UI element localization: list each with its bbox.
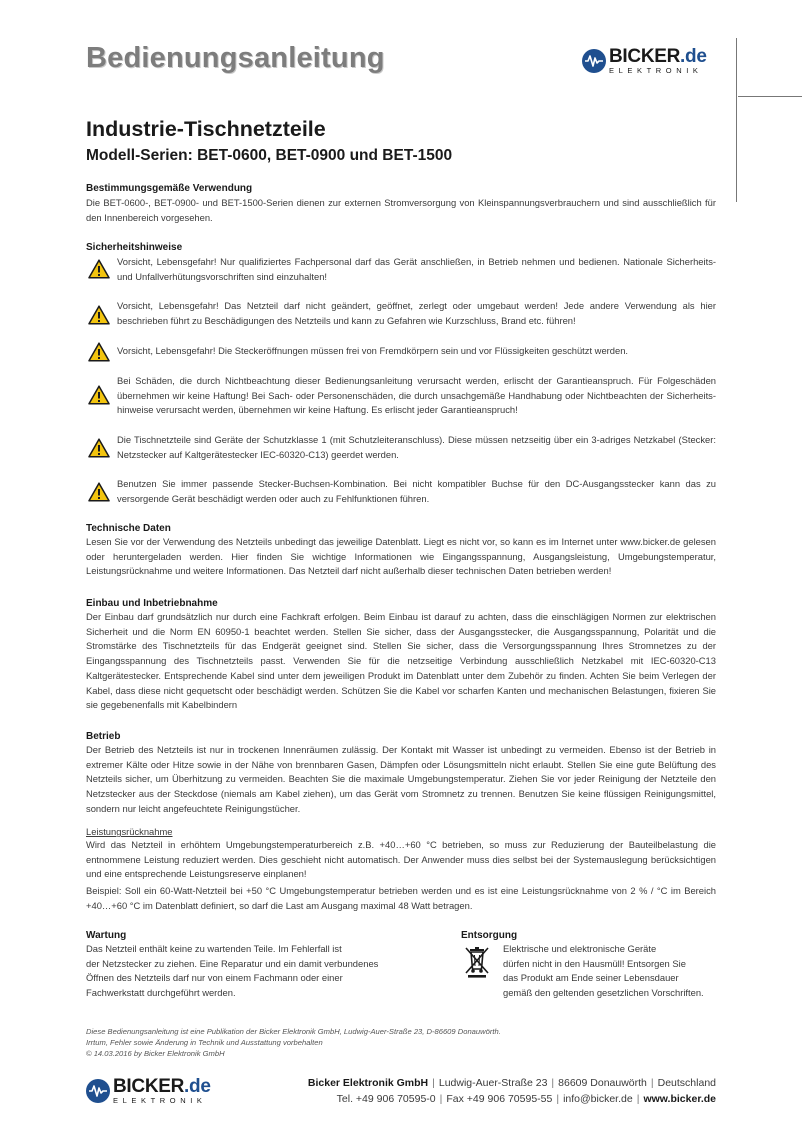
warning-text: Vorsicht, Lebensgefahr! Die Steckeröffnungen müssen frei von Fremdkörpern sein und vor Flüssigkeiten geschützt werden. bbox=[117, 345, 629, 356]
text-betrieb: Der Betrieb des Netzteils ist nur in trockenen Innenräumen zulässig. Der Kontakt mit Wasser ist unbedingt zu vermeiden. Ebenso ist der Betrieb in extremer Kälte oder Hitze sowie in der Nähe von brennbaren Gasen, Dämpfen oder Lösungsmitteln nicht erlaubt. Stellen Sie eine gute Belüftung des Netzteils sicher, um Überhitzung zu vermeiden. Beachten Sie die maximale Umgebungstemperatur. Ziehen Sie vor jeder Reinigung der Netzteile den Netzstecker aus der Steckdose (niemals am Kabel ziehen), um das Gerät vom Stromnetz zu trennen. Benutzen Sie keine flüssigen Reinigungsmittel, sondern nur leicht angefeuchtete Reinigungstücher. bbox=[86, 744, 716, 814]
heading-entsorgung: Entsorgung bbox=[461, 930, 518, 941]
subtitle: Modell-Serien: BET-0600, BET-0900 und BET-1500 bbox=[86, 147, 453, 164]
logo-tld: .de bbox=[680, 46, 707, 67]
footer-contact: Tel. +49 906 70595-0 | Fax +49 906 70595-55 | info@bicker.de | www.bicker.de bbox=[336, 1093, 716, 1105]
main-title: Industrie-Tischnetzteile bbox=[86, 117, 326, 141]
warning-text: Vorsicht, Lebensgefahr! Das Netzteil darf nicht geändert, geöffnet, zerlegt oder umgebaut werden! Jede andere Verwendung als hier beschrieben führt zu Beschädigungen des Netzteils und kann zu Gefahren wie Kurzschluss, Brand etc. führen! bbox=[117, 300, 716, 326]
footer-tel: Tel. +49 906 70595-0 bbox=[336, 1093, 436, 1105]
heading-einbau: Einbau und Inbetriebnahme bbox=[86, 598, 218, 609]
text-entsorgung: Elektrische und elektronische Geräte dürfen nicht in den Hausmüll! Entsorgen Sie das Produkt am Ende seiner Lebensdauer gemäß den geltenden gesetzlichen Vorschriften. bbox=[503, 943, 704, 999]
crossed-bin-icon bbox=[462, 945, 492, 979]
warning-triangle-icon bbox=[88, 438, 110, 458]
logo-sub: ELEKTRONIK bbox=[609, 66, 703, 75]
bicker-logo-icon bbox=[86, 1079, 110, 1103]
footer-email-link[interactable]: info@bicker.de bbox=[563, 1093, 633, 1105]
warning-triangle-icon bbox=[88, 385, 110, 405]
warning-text: Die Tischnetzteile sind Geräte der Schutzklasse 1 (mit Schutzleiteranschluss). Diese müssen netzseitig über ein 3-adriges Netzkabel (Stecker: Netzstecker auf Kaltgerätestecker IEC-60320-C13) geerdet werden. bbox=[117, 434, 716, 460]
warning-item bbox=[88, 433, 716, 462]
warning-text: Vorsicht, Lebensgefahr! Nur qualifiziertes Fachpersonal darf das Gerät anschließen, in Betrieb nehmen und bedienen. Nationale Sicherheits- und Unfallverhütungsvorschriften sind einzuhalten! bbox=[117, 256, 716, 282]
warning-triangle-icon bbox=[88, 259, 110, 279]
warning-item bbox=[88, 374, 716, 418]
logo-sub: ELEKTRONIK bbox=[113, 1096, 207, 1105]
bicker-logo-icon bbox=[582, 49, 606, 73]
heading-leistungsruecknahme: Leistungsrücknahme bbox=[86, 826, 173, 837]
crop-mark-vertical bbox=[736, 38, 737, 202]
footer-company: Bicker Elektronik GmbH bbox=[307, 1077, 429, 1089]
text-bestimmung: Die BET-0600-, BET-0900- und BET-1500-Serien dienen zur externen Stromversorgung von Kleinspannungsverbrauchern und sind ausschließlich für den Innenbereich vorgesehen. bbox=[86, 197, 716, 223]
warning-item bbox=[88, 344, 716, 359]
heading-technik: Technische Daten bbox=[86, 523, 171, 534]
footer-country: Deutschland bbox=[657, 1077, 716, 1089]
bicker-logo-footer bbox=[86, 1077, 211, 1105]
footer-notes: Diese Bedienungsanleitung ist eine Publikation der Bicker Elektronik GmbH, Ludwig-Auer-Straße 23, D-86609 Donauwörth. Irrtum, Fehler sowie Änderung in Technik und Ausstattung vorbehalten © 14.03.2016 by Bicker Elektronik GmbH bbox=[86, 1027, 501, 1058]
text-leistungsruecknahme: Wird das Netzteil in erhöhtem Umgebungstemperaturbereich z.B. +40…+60 °C betrieben, so muss zur Reduzierung der Bauteilbelastung die entnommene Leistung reduziert werden. Dies geschieht nicht automatisch. Der Anwender muss dies selbst bei der Systemauslegung berücksichtigen und eine entsprechende Leistungsreserve einplanen! bbox=[86, 839, 716, 880]
logo-brand: BICKER bbox=[113, 1076, 185, 1097]
warning-triangle-icon bbox=[88, 342, 110, 362]
logo-brand: BICKER bbox=[609, 46, 681, 67]
document-title: Bedienungsanleitung bbox=[86, 42, 385, 74]
warning-item bbox=[88, 477, 716, 506]
warning-item bbox=[88, 255, 716, 284]
bicker-logo bbox=[582, 47, 707, 75]
warning-item bbox=[88, 299, 716, 328]
text-einbau: Der Einbau darf grundsätzlich nur durch eine Fachkraft erfolgen. Beim Einbau ist darauf zu achten, dass die einschlägigen Normen zur elektrischen Sicherheit und die Norm EN 60950-1 beachtet werden. Stellen Sie sicher, dass der Ausgangsstecker, die Ausgangsspannung, Polarität und die Stromstärke des Tischnetzteils für das Endgerät geeignet sind. Stellen Sie sicher, dass die Versorgungsspannung Ihres Stromnetzes zu der Eingangsspannung des Tischnetzteils passt. Verwenden Sie für die netzseitige Verbindung ausschließlich Netzkabel mit IEC-60320-C13 Kaltgerätestecker. Entsprechende Kabel sind unter dem jeweiligen Produkt im Datenblatt unter dem Zubehör zu finden. Achten Sie beim Verlegen der Kabel, dass diese nicht gequetscht oder beschädigt werden. Schützen Sie die Kabel vor scharfen Kanten und mechanischen Belastungen, fixieren Sie sie gegebenenfalls mit Kabelbindern bbox=[86, 611, 716, 711]
crop-mark-horizontal bbox=[738, 96, 802, 97]
footer-fax: Fax +49 906 70595-55 bbox=[446, 1093, 553, 1105]
text-beispiel: Beispiel: Soll ein 60-Watt-Netzteil bei +50 °C Umgebungstemperatur betrieben werden und es ist eine Leistungsrücknahme von 2 % / °C im Bereich +40…+60 °C im Datenblatt definiert, so darf die Last am Ausgang maximal 48 Watt betragen. bbox=[86, 885, 716, 911]
heading-betrieb: Betrieb bbox=[86, 731, 121, 742]
footer-street: Ludwig-Auer-Straße 23 bbox=[438, 1077, 548, 1089]
footer-address: Bicker Elektronik GmbH | Ludwig-Auer-Straße 23 | 86609 Donauwörth | Deutschland bbox=[307, 1077, 716, 1089]
heading-bestimmung: Bestimmungsgemäße Verwendung bbox=[86, 183, 253, 194]
text-wartung: Das Netzteil enthält keine zu wartenden Teile. Im Fehlerfall ist der Netzstecker zu ziehen. Eine Reparatur und ein damit verbundenes Öffnen des Netzteils darf nur von einem Fachmann oder einer Fachwerkstatt durchgeführt werden. bbox=[86, 943, 379, 999]
warning-triangle-icon bbox=[88, 305, 110, 325]
text-technik: Lesen Sie vor der Verwendung des Netzteils unbedingt das jeweilige Datenblatt. Liegt es nicht vor, so kann es im Internet unter www.bicker.de gelesen oder heruntergeladen werden. Hier finden Sie wichtige Informationen wie Eingangsspannung, Ausgangsleistung, Umgebungstemperatur, Leistungsrücknahme und weitere Informationen. Das Netzteil darf nicht außerhalb dieser technischen Daten betrieben werden! bbox=[86, 536, 716, 577]
footer-web-link[interactable]: www.bicker.de bbox=[643, 1093, 716, 1105]
warning-text: Bei Schäden, die durch Nichtbeachtung dieser Bedienungsanleitung verursacht werden, erlischt der Garantieanspruch. Für Folgeschäden übernehmen wir keine Haftung! Bei Sach- oder Personenschäden, die durch unsachgemäße Handhabung oder Nichtbeachten der Sicherheits-hinweise verursacht werden, übernehmen wir keine Haftung. Es erlischt jeder Garantieanspruch! bbox=[117, 375, 716, 416]
warning-triangle-icon bbox=[88, 482, 110, 502]
footer-city: 86609 Donauwörth bbox=[558, 1077, 647, 1089]
warning-text: Benutzen Sie immer passende Stecker-Buchsen-Kombination. Bei nicht kompatibler Buchse für den DC-Ausgangsstecker kann das zu versorgende Gerät beschädigt werden oder auch zu Fehlfunktionen führen. bbox=[117, 478, 716, 504]
heading-wartung: Wartung bbox=[86, 930, 127, 941]
heading-sicherheit: Sicherheitshinweise bbox=[86, 242, 183, 253]
logo-tld: .de bbox=[184, 1076, 211, 1097]
